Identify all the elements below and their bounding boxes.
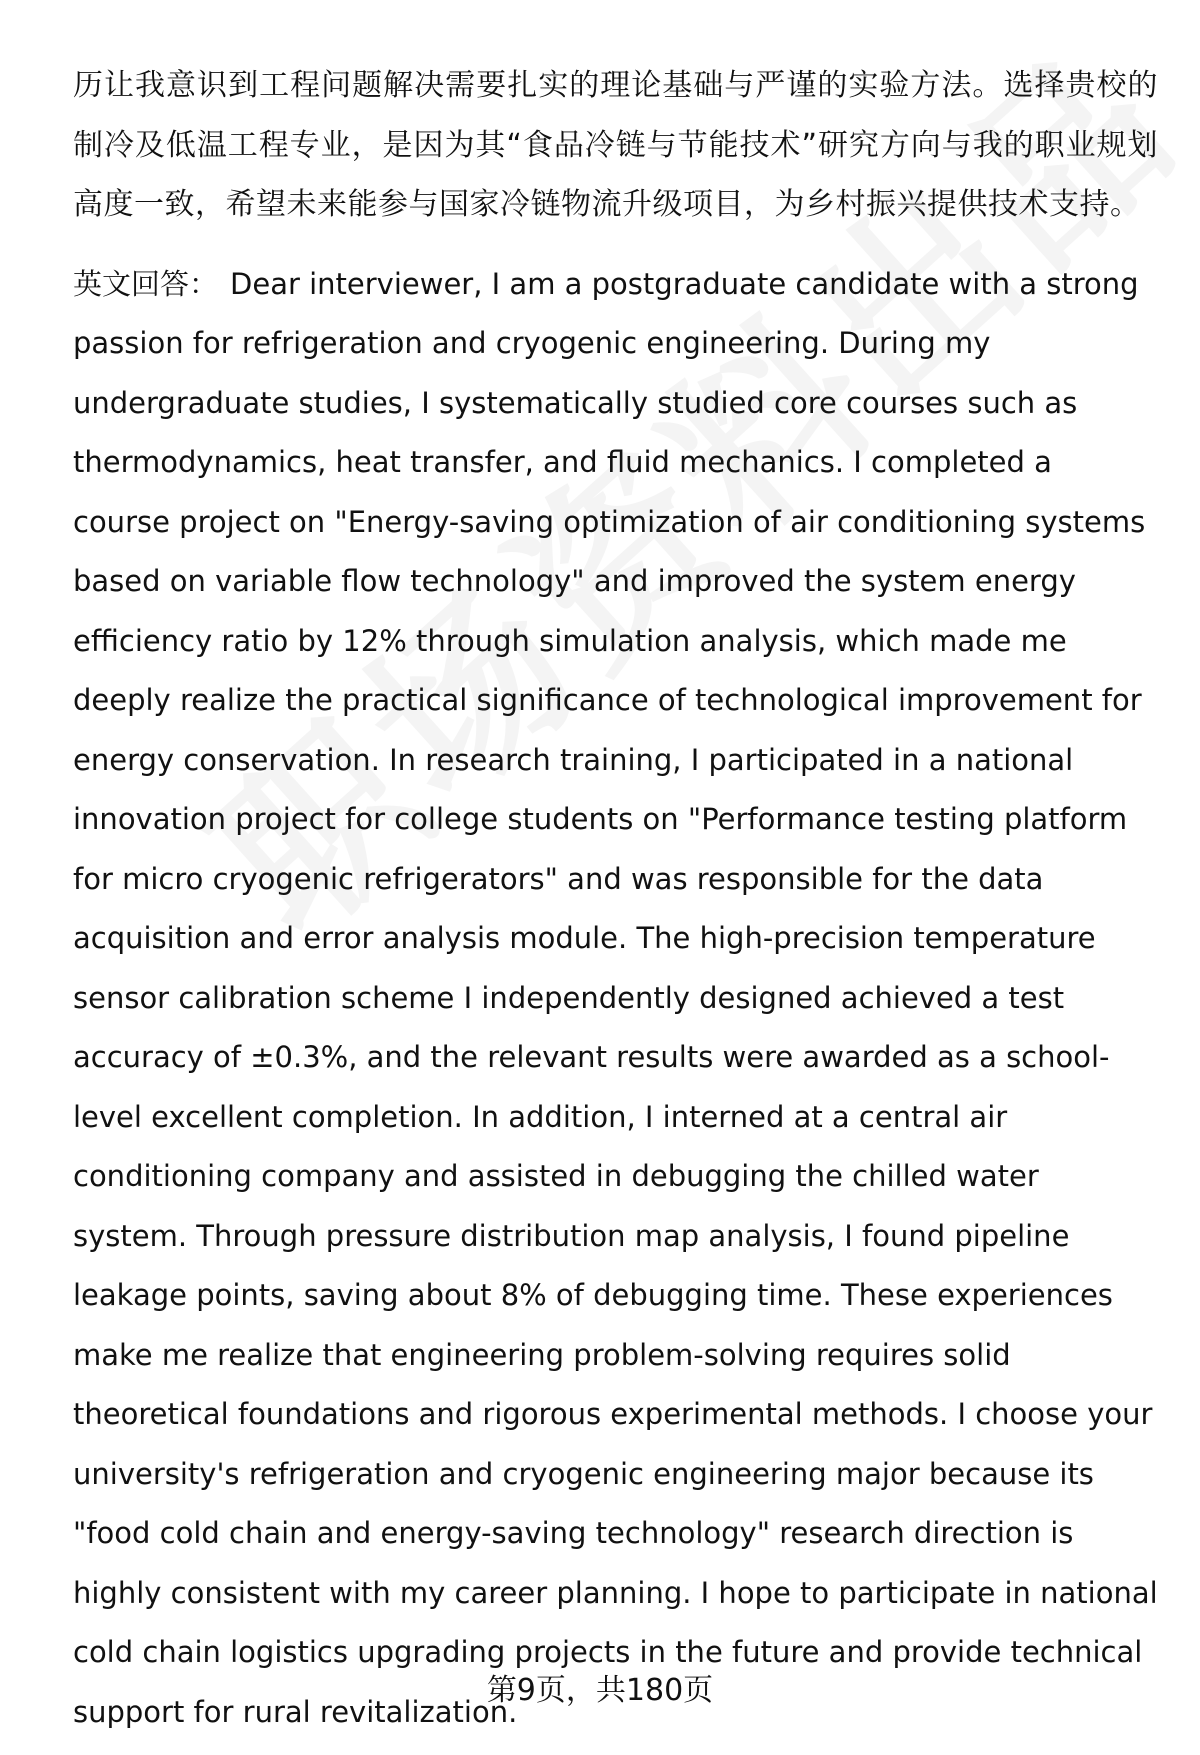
document-body — [73, 56, 1158, 1742]
page-indicator: 第9页，共180页 — [486, 1673, 714, 1708]
english-answer-label: 英文回答： — [73, 266, 219, 301]
english-answer-paragraph — [73, 255, 1158, 1743]
english-answer-text: Dear interviewer, I am a postgraduate candidate with a strong passion for refrigeration and cryogenic engineering. During my undergraduate studies, I systematically studied core courses such as thermodynamics, heat transfer, and fluid mechanics. I completed a course project on "Energy-saving optimization of air conditioning systems based on variable flow technology" and improved the system energy efficiency ratio by 12% through simulation analysis, which made me deeply realize the practical significance of technological improvement for energy conservation. In research training, I participated in a national innovation project for college students on "Performance testing platform for micro cryogenic refrigerators" and was responsible for the data acquisition and error analysis module. The high-precision temperature sensor calibration scheme I independently designed achieved a test accuracy of ±0.3%, and the relevant results were awarded as a school-level excellent completion. In addition, I interned at a central air conditioning company and assisted in debugging the chilled water system. Through pressure distribution map analysis, I found pipeline leakage points, saving about 8% of debugging time. These experiences make me realize that engineering problem-solving requires solid theoretical foundations and rigorous experimental methods. I choose your university's refrigeration and cryogenic engineering major because its "food cold chain and energy-saving technology" research direction is highly consistent with my career planning. I hope to participate in national cold chain logistics upgrading projects in the future and provide technical support for rural revitalization. — [73, 266, 1158, 1729]
chinese-paragraph: 历让我意识到工程问题解决需要扎实的理论基础与严谨的实验方法。选择贵校的制冷及低温工程专业，是因为其“食品冷链与节能技术”研究方向与我的职业规划高度一致，希望未来能参与国家冷链物流升级项目，为乡村振兴提供技术支持。 — [73, 68, 1158, 222]
